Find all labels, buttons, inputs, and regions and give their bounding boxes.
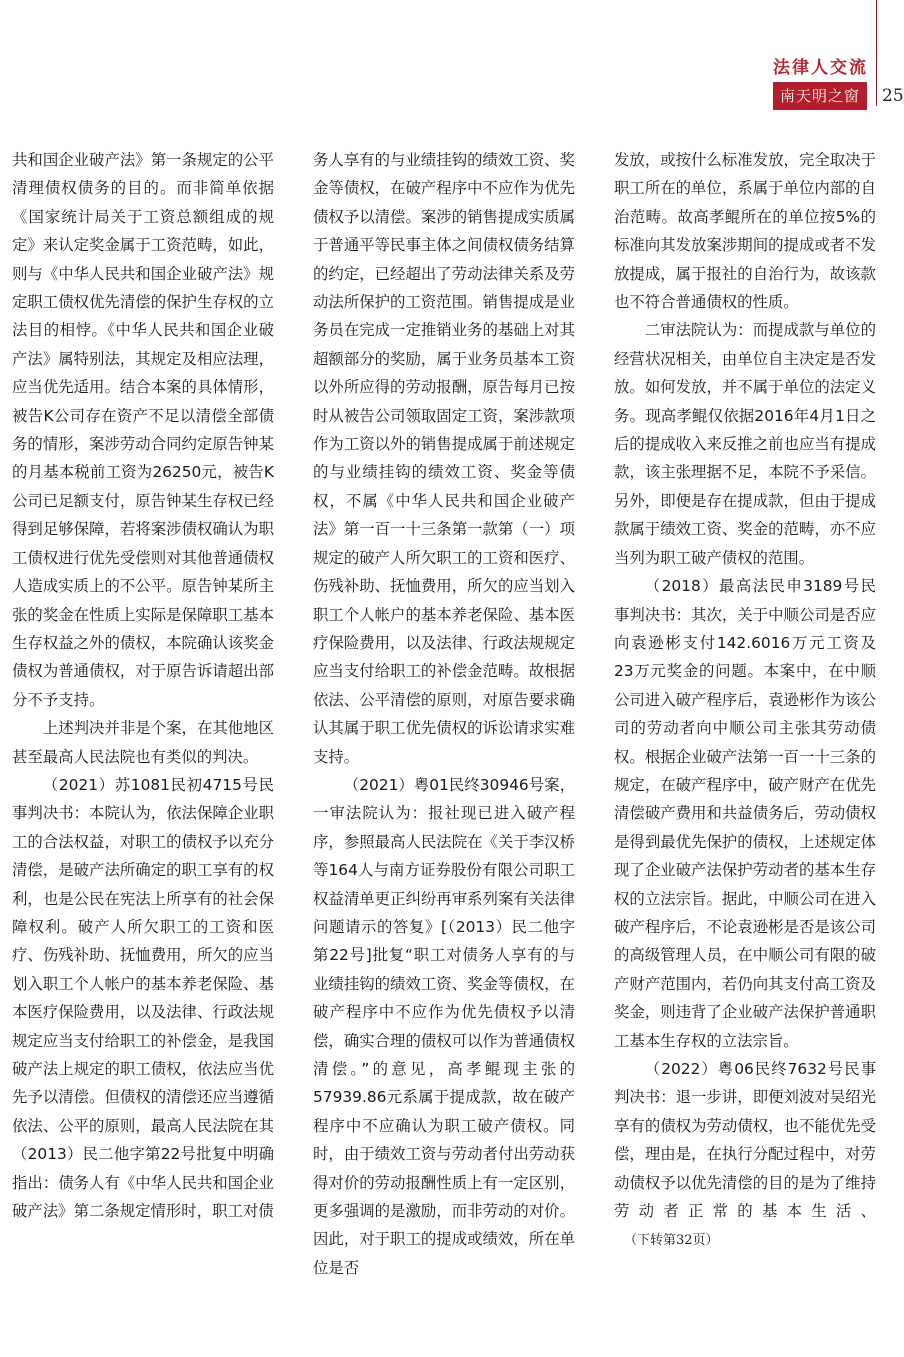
section-title: 法律人交流 [773, 58, 868, 78]
paragraph-text: （2022）粤06民终7632号民事判决书：退一步讲，即便刘波对吴绍光享有的债权为劳动债权，也不能优先受偿，理由是，在执行分配过程中，对劳动债权予以优先清偿的目的是为了维持劳动者正常的基本生活、 [614, 1060, 876, 1221]
paragraph: 发放，或按什么标准发放，完全取决于职工所在的单位，系属于单位内部的自治范畴。故高孝鲲所在的单位按5%的标准向其发放案涉期间的提成或者不发放提成，属于报社的自治行为，故该款也不符合普通债权的性质。 [614, 151, 876, 312]
paragraph: （2021）苏1081民初4715号民事判决书：本院认为，依法保障企业职工的合法权益，对职工的债权予以充分清偿，是破产法所确定的职工享有的权利，也是公民在宪法上所享有的社会保障权利。破产人所欠职工的工资和医疗、伤残补助、抚恤费用，所欠的应当划入职工个人帐户的基本养老保险、基本医疗保险费用，以及法律、行政法规规定应当支付给职工的补偿金，是我国破产法上规定的职工债权，依法应当优先予以清偿。但债权的清偿还应当遵循依法、公平的原则，最高人民法院在其（2013）民二他字第22号批复中明确指出：债务人有《中华人民共和国企业破产法》第二条规定情形时，职工对债 [12, 775, 274, 1221]
paragraph: 二审法院认为：而提成款与单位的经营状况相关，由单位自主决定是否发放。如何发放，并不属于单位的法定义务。现高孝鲲仅依据2016年4月1日之后的提成收入来反推之前也应当有提成款，该主张理据不足，本院不予采信。另外，即便是存在提成款，但由于提成款属于绩效工资、奖金的范畴，亦不应当列为职工破产债权的范围。 [614, 321, 876, 567]
continued-note: （下转第32页） [624, 1233, 719, 1249]
text-column-2 [313, 146, 575, 1282]
header-rule [876, 0, 877, 106]
paragraph: 务人享有的与业绩挂钩的绩效工资、奖金等债权，在破产程序中不应作为优先债权予以清偿。案涉的销售提成实质属于普通平等民事主体之间债权债务结算的约定，已经超出了劳动法律关系及劳动法所保护的工资范围。销售提成是业务员在完成一定推销业务的基础上对其超额部分的奖励，属于业务员基本工资以外所应得的劳动报酬，原告每月已按时从被告公司领取固定工资，案涉款项作为工资以外的销售提成属于前述规定的与业绩挂钩的绩效工资、奖金等债权，不属《中华人民共和国企业破产法》第一百一十三条第一款第（一）项规定的破产人所欠职工的工资和医疗、伤残补助、抚恤费用，所欠的应当划入职工个人帐户的基本养老保险、基本医疗保险费用，以及法律、行政法规规定应当支付给职工的补偿金范畴。故根据依法、公平清偿的原则，对原告要求确认其属于职工优先债权的诉讼请求实难支持。 [313, 151, 575, 766]
paragraph: （2018）最高法民申3189号民事判决书：其次，关于中顺公司是否应向袁逊彬支付142.6016万元工资及23万元奖金的问题。本案中，在中顺公司进入破产程序后，袁逊彬作为该公司的劳动者向中顺公司主张其劳动债权。根据企业破产法第一百一十三条的规定，在破产程序中，破产财产在优先清偿破产费用和共益债务后，劳动债权是得到最优先保护的债权，上述规定体现了企业破产法保护劳动者的基本生存权的立法宗旨。据此，中顺公司在进入破产程序后，不论袁逊彬是否是该公司的高级管理人员，在中顺公司有限的破产财产范围内，若仍向其支付高工资及奖金，则违背了企业破产法保护普通职工基本生存权的立法宗旨。 [614, 577, 876, 1050]
text-column-3 [614, 146, 876, 1256]
paragraph: 上述判决并非是个案，在其他地区甚至最高人民法院也有类似的判决。 [12, 719, 274, 766]
page-number: 25 [882, 86, 904, 106]
paragraph-last [614, 1055, 876, 1256]
text-column-1 [12, 146, 274, 1225]
paragraph: 共和国企业破产法》第一条规定的公平清理债权债务的目的。而非简单依据《国家统计局关于工资总额组成的规定》来认定奖金属于工资范畴，如此，则与《中华人民共和国企业破产法》规定职工债权优先清偿的保护生存权的立法目的相悖。《中华人民共和国企业破产法》属特别法，其规定及相应法理，应当优先适用。结合本案的具体情形，被告K公司存在资产不足以清偿全部债务的情形，案涉劳动合同约定原告钟某的月基本税前工资为26250元，被告K公司已足额支付，原告钟某生存权已经得到足够保障，若将案涉债权确认为职工债权进行优先受偿则对其他普通债权人造成实质上的不公平。原告钟某所主张的奖金在性质上实际是保障职工基本生存权益之外的债权，本院确认该奖金债权为普通债权，对于原告诉请超出部分不予支持。 [12, 151, 274, 709]
column-badge: 南天明之窗 [773, 82, 867, 110]
paragraph: （2021）粤01民终30946号案，一审法院认为：报社现已进入破产程序，参照最高人民法院在《关于李汉桥等164人与南方证券股份有限公司职工权益清单更正纠纷再审系列案有关法律问题请示的答复》[（2013）民二他字第22号]批复“职工对债务人享有的与业绩挂钩的绩效工资、奖金等债权，在破产程序中不应作为优先债权予以清偿，确实合理的债权可以作为普通债权清偿。”的意见，高孝鲲现主张的57939.86元系属于提成款，故在破产程序中不应确认为职工破产债权。同时，由于绩效工资与劳动者付出劳动获得对价的劳动报酬性质上有一定区别，更多强调的是激励，而非劳动的对价。因此，对于职工的提成或绩效，所在单位是否 [313, 775, 575, 1277]
